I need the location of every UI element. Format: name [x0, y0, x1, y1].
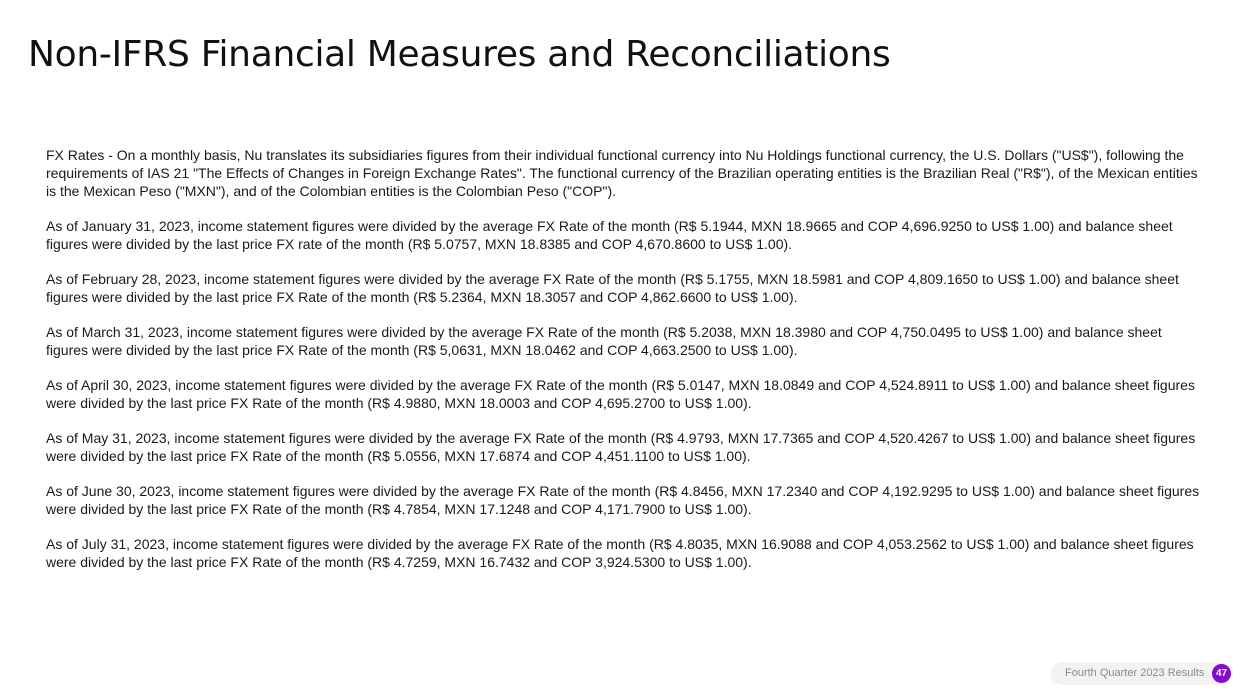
- page-title: Non-IFRS Financial Measures and Reconciliations: [28, 34, 891, 75]
- fx-rates-february-paragraph: As of February 28, 2023, income statement figures were divided by the average FX Rate of the month (R$ 5.1755, MXN 18.5981 and COP 4,809.1650 to US$ 1.00) and balance sheet figures were divided by the last price FX Rate of the month (R$ 5.2364, MXN 18.3057 and COP 4,862.6600 to US$ 1.00).: [46, 271, 1179, 305]
- fx-rates-july-paragraph: As of July 31, 2023, income statement figures were divided by the average FX Rate of the month (R$ 4.8035, MXN 16.9088 and COP 4,053.2562 to US$ 1.00) and balance sheet figures were divided by the last price FX Rate of the month (R$ 4.7259, MXN 16.7432 and COP 3,924.5300 to US$ 1.00).: [46, 536, 1194, 570]
- footer-label: Fourth Quarter 2023 Results: [1065, 667, 1205, 679]
- fx-rates-january-paragraph: As of January 31, 2023, income statement figures were divided by the average FX Rate of the month (R$ 5.1944, MXN 18.9665 and COP 4,696.9250 to US$ 1.00) and balance sheet figures were divided by the last price FX rate of the month (R$ 5.0757, MXN 18.8385 and COP 4,670.8600 to US$ 1.00).: [46, 218, 1173, 252]
- fx-rates-april-paragraph: As of April 30, 2023, income statement figures were divided by the average FX Rate of the month (R$ 5.0147, MXN 18.0849 and COP 4,524.8911 to US$ 1.00) and balance sheet figures were divided by the last price FX Rate of the month (R$ 4.9880, MXN 18.0003 and COP 4,695.2700 to US$ 1.00).: [46, 377, 1195, 411]
- fx-rates-may-paragraph: As of May 31, 2023, income statement figures were divided by the average FX Rate of the month (R$ 4.9793, MXN 17.7365 and COP 4,520.4267 to US$ 1.00) and balance sheet figures were divided by the last price FX Rate of the month (R$ 5.0556, MXN 17.6874 and COP 4,451.1100 to US$ 1.00).: [46, 430, 1196, 464]
- fx-rates-june-paragraph: As of June 30, 2023, income statement figures were divided by the average FX Rate of the month (R$ 4.8456, MXN 17.2340 and COP 4,192.9295 to US$ 1.00) and balance sheet figures were divided by the last price FX Rate of the month (R$ 4.7854, MXN 17.1248 and COP 4,171.7900 to US$ 1.00).: [46, 483, 1200, 517]
- footer-pill: [1051, 662, 1231, 685]
- fx-rates-section: [46, 146, 1206, 588]
- page-number-badge: 47: [1212, 664, 1231, 683]
- fx-rates-intro-paragraph: FX Rates - On a monthly basis, Nu translates its subsidiaries figures from their individual functional currency into Nu Holdings functional currency, the U.S. Dollars ("US$"), following the requirements of IAS 21 "The Effects of Changes in Foreign Exchange Rates". The functional currency of the Brazilian operating entities is the Brazilian Real ("R$"), of the Mexican entities is the Mexican Peso ("MXN"), and of the Colombian entities is the Colombian Peso ("COP").: [46, 147, 1198, 199]
- fx-rates-march-paragraph: As of March 31, 2023, income statement figures were divided by the average FX Rate of the month (R$ 5.2038, MXN 18.3980 and COP 4,750.0495 to US$ 1.00) and balance sheet figures were divided by the last price FX Rate of the month (R$ 5,0631, MXN 18.0462 and COP 4,663.2500 to US$ 1.00).: [46, 324, 1162, 358]
